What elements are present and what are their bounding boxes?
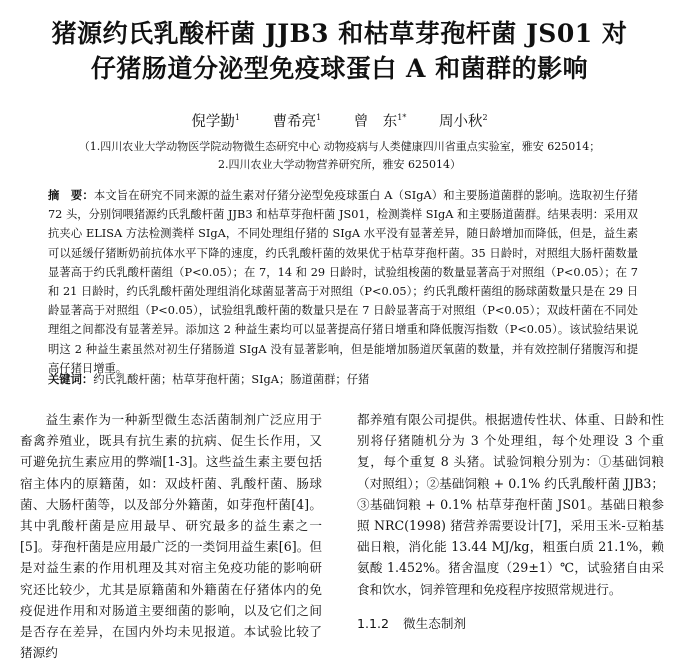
abstract-text: 本文旨在研究不同来源的益生素对仔猪分泌型免疫球蛋白 A（SIgA）和主要肠道菌群的影响。选取初生仔猪 72 头，分别饲喂猪源约氏乳酸杆菌 JJB3 和枯草芽孢杆菌 JS01，检测粪样 SIgA 和主要肠道菌群。结果表明：采用双抗夹心 ELISA 方法检测粪样 SIgA，不同处理组仔猪的 SIgA 水平没有显著差异，随日龄增加而降低，但是，益生素可以延缓仔猪断奶前抗体水平下降的速度，约氏乳酸杆菌的效果优于枯草芽孢杆菌。35 日龄时，对照组大肠杆菌数量显著高于约氏乳酸杆菌组（P<0.05）；在 7，14 和 29 日龄时，试验组梭菌的数量显著高于对照组（P<0.05）；在 7 和 21 日龄时，约氏乳酸杆菌处理组消化球菌显著高于对照组（P<0.05）；约氏乳酸杆菌组的肠球菌数量只是在 29 日龄显著高于对照组（P<0.05），试验组乳酸杆菌的数量只是在 7 日龄显著高于对照组（P<0.05）；双歧杆菌在不同处理组之间都没有显著差异。添加这 2 种益生素均可以显著提高仔猪日增重和降低腹泻指数（P<0.05）。该试验结果说明这 2 种益生素虽然对初生仔猪肠道 SIgA 没有显著影响，但是能增加肠道厌氧菌的数量，并有效控制仔猪腹泻和提高仔猪日增重。 xyxy=(48,189,639,375)
body-left-column xyxy=(20,409,322,663)
body-left-text: 益生素作为一种新型微生态活菌制剂广泛应用于畜禽养殖业，既具有抗生素的抗病、促生长作用，又可避免抗生素应用的弊端[1-3]。这些益生素主要包括宿主体内的原籍菌，如：双歧杆菌、乳酸杆菌、肠球菌、大肠杆菌等，以及部分外籍菌，如芽孢杆菌[4]。其中乳酸杆菌是应用最早、研究最多的益生素之一[5]。芽孢杆菌是应用最广泛的一类饲用益生素[6]。但是对益生素的作用机理及其对宿主免疫功能的影响研究还比较少，尤其是原籍菌和外籍菌在仔猪体内的免疫促进作用和对肠道主要细菌的影响，以及它们之间是否存在差异，在国内外均未见报道。本试验比较了猪源约 xyxy=(20,412,322,661)
keywords xyxy=(48,371,638,387)
author: 周小秋$^2$ xyxy=(439,113,488,130)
affiliation-1: （1.四川农业大学动物医学院动物微生态研究中心 动物疫病与人类健康四川省重点实验室，雅安 625014； xyxy=(78,140,601,153)
author: 曹希亮$^1$ xyxy=(272,113,322,130)
section-title: 微生态制剂 xyxy=(403,616,467,631)
title-line-2: 仔猪肠道分泌型免疫球蛋白 A 和菌群的影响 xyxy=(90,54,589,83)
abstract-label: 摘 要： xyxy=(48,188,94,202)
keywords-text: 约氏乳酸杆菌；枯草芽孢杆菌；SIgA；肠道菌群；仔猪 xyxy=(93,373,370,386)
abstract xyxy=(48,186,638,378)
body-right-column xyxy=(357,409,664,600)
author: 曾 东$^{1*}$ xyxy=(353,113,407,130)
keywords-label: 关键词： xyxy=(48,372,94,386)
body-right-text: 都养殖有限公司提供。根据遗传性状、体重、日龄和性别将仔猪随机分为 3 个处理组，每个处理设 3 个重复，每个重复 8 头猪。试验饲粮分别为：①基础饲粮（对照组）；②基础饲粮 + 0.1% 约氏乳酸杆菌 JJB3；③基础饲粮 + 0.1% 枯草芽孢杆菌 JS01。基础日粮参照 NRC(1998) 猪营养需要设计[7]，采用玉米-豆粕基础日粮，消化能 13.44 MJ/kg，粗蛋白质 21.1%，赖氨酸 1.452%。猪舍温度（29±1）℃，试验猪自由采食和饮水，饲养管理和免疫程序按照常规进行。 xyxy=(357,412,664,597)
section-number: 1.1.2 xyxy=(357,616,390,631)
title-line-1: 猪源约氏乳酸杆菌 JJB3 和枯草芽孢杆菌 JS01 对 xyxy=(51,19,628,48)
affiliation-2: 2.四川农业大学动物营养研究所，雅安 625014） xyxy=(218,158,461,171)
author-list xyxy=(0,110,679,131)
section-heading xyxy=(357,613,480,632)
author: 倪学勤$^1$ xyxy=(191,113,240,130)
